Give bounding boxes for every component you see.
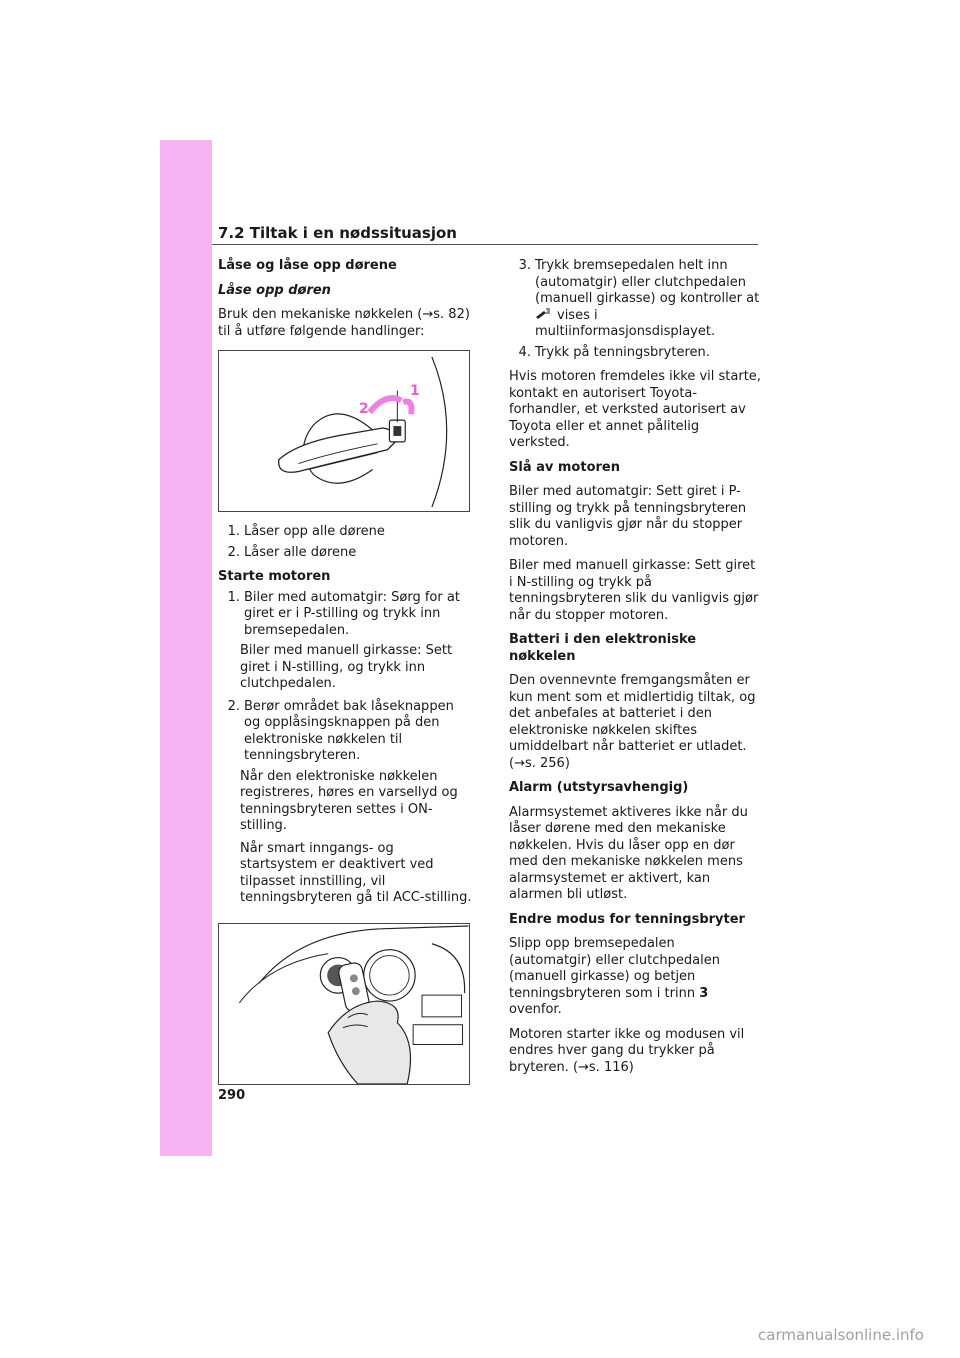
key-on-switch-figure xyxy=(218,923,470,1085)
para-battery: Den ovennevnte fremgangsmåten er kun ment som et midlertidig tiltak, og det anbefales at batteriet i den elektroniske nøkkelen skiftes umiddelbart når batteriet er utladet. (→s. 256) xyxy=(509,673,756,771)
step3-text: Trykk bremsepedalen helt inn (automatgir) eller clutchpedalen (manuell girkasse) og kontroller at xyxy=(535,258,760,306)
callout-2: 2 xyxy=(359,401,369,417)
step3-text-display: vises i multiinformasjonsdisplayet. xyxy=(535,307,716,339)
chapter-side-tab xyxy=(160,140,212,1156)
heading-stop-engine: Slå av motoren xyxy=(509,459,620,475)
subheading-unlock-door: Låse opp døren xyxy=(218,282,331,298)
watermark: carmanualsonline.info xyxy=(758,1326,924,1344)
unlock-intro: Bruk den mekaniske nøkkelen (→s. 82) til å utføre følgende handlinger: xyxy=(218,307,470,339)
key-indicator-icon xyxy=(535,308,551,320)
step-reference: 3 xyxy=(699,985,709,1001)
left-column xyxy=(218,258,472,1085)
heading-battery: Batteri i den elektroniske nøkkelen xyxy=(509,632,697,664)
heading-lock-doors: Låse og låse opp dørene xyxy=(218,258,397,273)
door-handle-key-figure xyxy=(218,350,470,512)
list-item: 3. Trykk bremsepedalen helt inn (automatgir) eller clutchpedalen (manuell girkasse) og kontroller at vises i multiinformasjonsdisplayet. xyxy=(518,258,760,339)
list-item: 1. Låser opp alle dørene xyxy=(227,524,385,539)
step-note: Når smart inngangs- og startsystem er deaktivert ved tilpasset innstilling, vil tenningsbryteren gå til ACC-stilling. xyxy=(240,840,472,905)
callout-1: 1 xyxy=(410,383,420,399)
list-item: 2. Berør området bak låseknappen og opplåsingsknappen på den elektroniske nøkkelen til tenningsbryteren. xyxy=(227,698,454,763)
heading-switch-mode: Endre modus for tenningsbryter xyxy=(509,911,745,927)
list-item: 4. Trykk på tenningsbryteren. xyxy=(518,344,710,360)
list-item: 1. Biler med automatgir: Sørg for at giret er i P-stilling og trykk inn bremsepedalen. xyxy=(227,589,460,638)
section-rule xyxy=(212,244,758,245)
para-stop-manual: Biler med manuell girkasse: Sett giret i N-stilling og trykk på tenningsbryteren slik du vanligvis gjør når du stopper motoren. xyxy=(509,558,759,623)
heading-alarm: Alarm (utstyrsavhengig) xyxy=(509,780,689,795)
right-column xyxy=(509,258,761,1084)
section-header: 7.2 Tiltak i en nødssituasjon xyxy=(218,224,457,242)
step-note: Biler med manuell girkasse: Sett giret i N-stilling, og trykk inn clutchpedalen. xyxy=(240,643,453,691)
dashboard-key-illustration xyxy=(219,924,469,1084)
list-item: 2. Låser alle dørene xyxy=(227,544,357,560)
step-note: Når den elektroniske nøkkelen registreres, høres en varsellyd og tenningsbryteren settes i ON-stilling. xyxy=(240,768,458,833)
page-number: 290 xyxy=(218,1088,246,1103)
para-stop-auto: Biler med automatgir: Sett giret i P-stilling og trykk på tenningsbryteren slik du vanligvis gjør når du stopper motoren. xyxy=(509,484,747,549)
para-switch-mode-2: Motoren starter ikke og modusen vil endres hver gang du trykker på bryteren. (→s. 116) xyxy=(509,1026,745,1075)
door-handle-illustration xyxy=(219,351,469,511)
para-alarm: Alarmsystemet aktiveres ikke når du låser dørene med den mekaniske nøkkelen. Hvis du låser opp en dør med den mekaniske nøkkelen mens alarmsystemet er aktivert, kan alarmen bli utløst. xyxy=(509,804,748,902)
para-switch-mode: Slipp opp bremsepedalen (automatgir) eller clutchpedalen (manuell girkasse) og betjen tenningsbryteren som i trinn 3 ovenfor. xyxy=(509,936,720,1017)
para-not-start: Hvis motoren fremdeles ikke vil starte, kontakt en autorisert Toyota-forhandler, et verksted autorisert av Toyota eller et annet pålitelig verksted. xyxy=(509,369,761,450)
heading-start-engine: Starte motoren xyxy=(218,569,331,584)
